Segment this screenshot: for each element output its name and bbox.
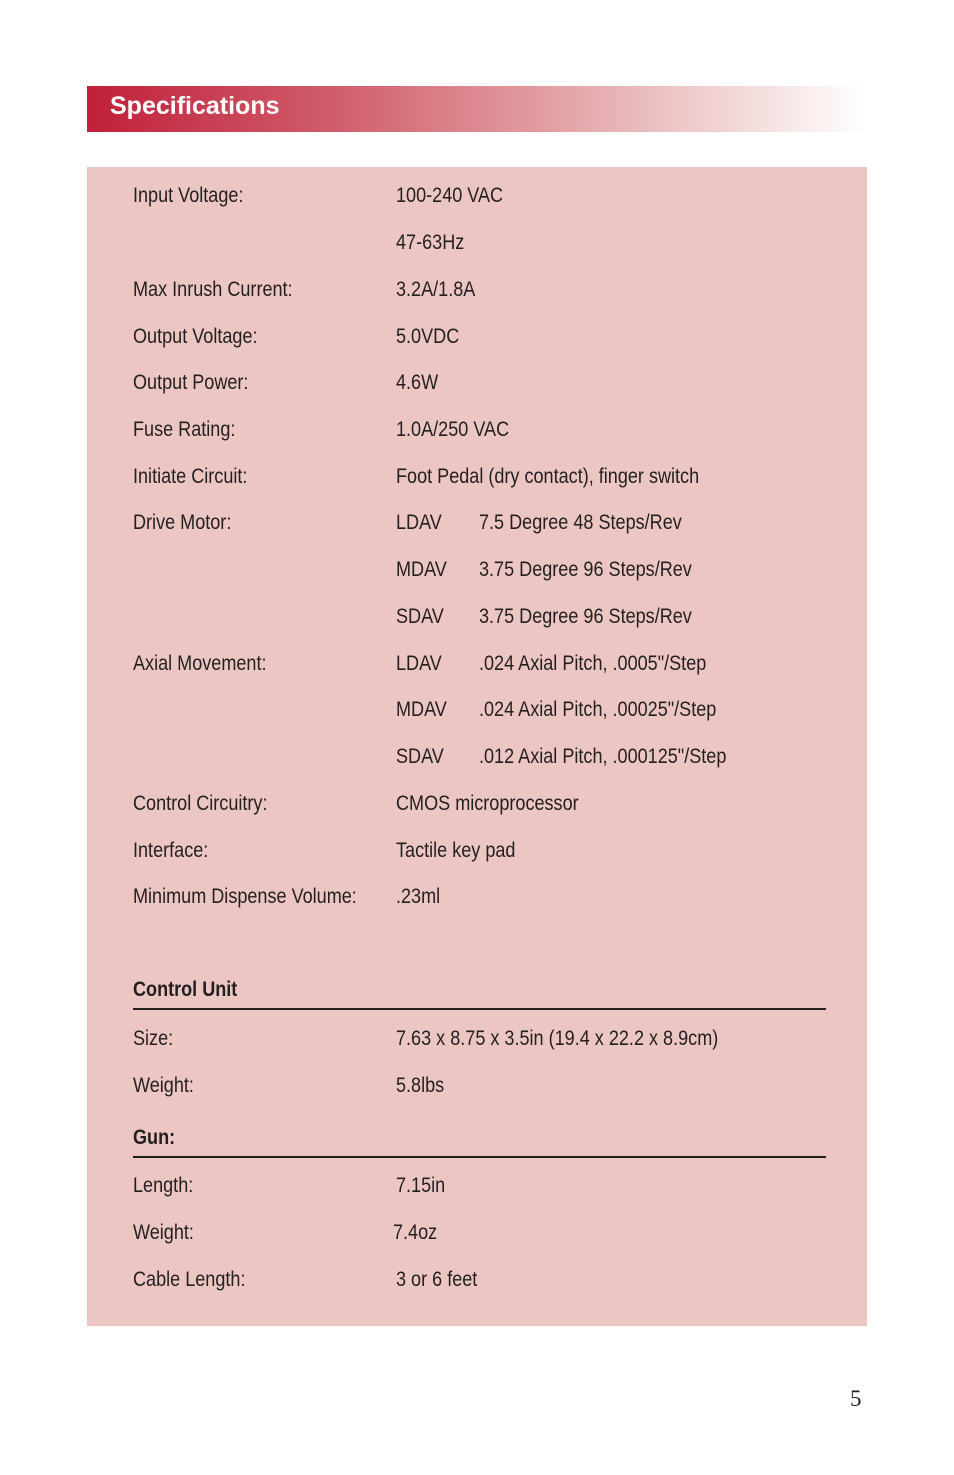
page-number: 5 [850,1386,862,1411]
model-code: LDAV [396,511,442,534]
spec-value: 47-63Hz [396,231,465,254]
spec-label: Weight: [133,1074,194,1097]
spec-value: CMOS microprocessor [396,792,579,815]
spec-label: Weight: [133,1221,194,1244]
spec-value: .024 Axial Pitch, .0005"/Step [479,652,707,675]
control-unit-heading [133,978,826,1010]
spec-label: Fuse Rating: [133,418,236,441]
section-heading-text: Gun: [133,1126,176,1149]
model-code: SDAV [396,745,444,768]
spec-value: .012 Axial Pitch, .000125"/Step [479,745,727,768]
specifications-panel [87,167,867,1326]
spec-label: Interface: [133,839,209,862]
spec-value: 7.63 x 8.75 x 3.5in (19.4 x 22.2 x 8.9cm) [396,1027,719,1050]
gun-heading [133,1126,826,1158]
spec-value: 3.75 Degree 96 Steps/Rev [479,605,692,628]
spec-value: 100-240 VAC [396,184,504,207]
spec-label: Initiate Circuit: [133,465,248,488]
model-code: LDAV [396,652,442,675]
spec-label: Control Circuitry: [133,792,268,815]
section-header-bar [87,86,867,132]
spec-value: 7.5 Degree 48 Steps/Rev [479,511,682,534]
spec-label: Drive Motor: [133,511,232,534]
spec-label: Cable Length: [133,1268,246,1291]
model-code: MDAV [396,558,447,581]
spec-value: 1.0A/250 VAC [396,418,510,441]
spec-value: 4.6W [396,371,439,394]
spec-value: Foot Pedal (dry contact), finger switch [396,465,700,488]
spec-label: Input Voltage: [133,184,244,207]
spec-label: Output Power: [133,371,249,394]
model-code: MDAV [396,698,447,721]
spec-value: 7.15in [396,1174,446,1197]
spec-value: 5.8lbs [396,1074,445,1097]
spec-label: Minimum Dispense Volume: [133,885,357,908]
spec-value: Tactile key pad [396,839,516,862]
spec-label: Size: [133,1027,174,1050]
section-title: Specifications [110,92,280,120]
section-heading-text: Control Unit [133,978,238,1001]
spec-value: .23ml [396,885,441,908]
spec-value: 5.0VDC [396,325,460,348]
spec-value: 3 or 6 feet [396,1268,478,1291]
spec-value: 3.2A/1.8A [396,278,476,301]
spec-label: Output Voltage: [133,325,258,348]
spec-value: 7.4oz [393,1221,438,1244]
spec-label: Max Inrush Current: [133,278,293,301]
spec-label: Axial Movement: [133,652,267,675]
model-code: SDAV [396,605,444,628]
spec-label: Length: [133,1174,194,1197]
spec-value: .024 Axial Pitch, .00025"/Step [479,698,717,721]
spec-value: 3.75 Degree 96 Steps/Rev [479,558,692,581]
